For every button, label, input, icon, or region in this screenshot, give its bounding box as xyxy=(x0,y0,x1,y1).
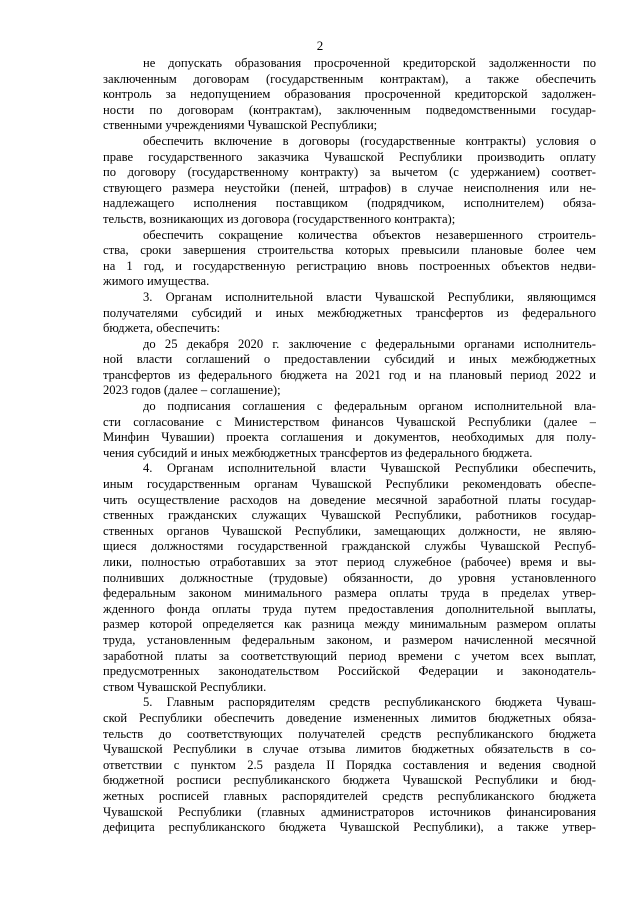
text-line: ной власти соглашений о предоставлении субсидий и иных межбюджетных xyxy=(103,352,596,367)
text-line: Чувашской Республики в случае отзыва лимитов бюджетных обязательств в со- xyxy=(103,742,596,757)
text-line: размер которой определяется как разница между минимальным размером оплаты xyxy=(103,617,596,632)
paragraph-start-line: до 25 декабря 2020 г. заключение с федеральными органами исполнитель- xyxy=(143,336,596,351)
text-line: тельств до соответствующих получателей средств республиканского бюджета xyxy=(103,726,596,741)
text-line: ствующего размера неустойки (пеней, штрафов) в случае неисполнения или не- xyxy=(103,180,596,195)
text-line: жетных росписей главных распорядителей средств республиканского бюджета xyxy=(103,788,596,803)
text-line: предусмотренных законодательством Российской Федерации и законодатель- xyxy=(103,664,596,679)
text-line: федеральным законом минимального размера оплаты труда в пределах утвер- xyxy=(103,586,596,601)
text-line: ственных гражданских служащих Чувашской Республики, работников государ- xyxy=(103,508,596,523)
text-line: заключенным договорам (государственным контрактам), а также обеспечить xyxy=(103,71,596,86)
document-body xyxy=(103,56,596,836)
text-line: контроль за недопущением образования просроченной кредиторской задолжен- xyxy=(103,87,596,102)
text-line: жденного фонда оплаты труда путем предоставления дополнительной выплаты, xyxy=(103,601,596,616)
text-line: по договору (государственному контракту) за вычетом (с удержанием) соответ- xyxy=(103,165,596,180)
text-line: тельств, возникающих из договора (государственного контракта); xyxy=(103,211,456,226)
text-line: иным государственным органам Чувашской Республики рекомендовать обеспе- xyxy=(103,477,596,492)
text-line: трансфертов из федерального бюджета на 2021 год и на плановый период 2022 и xyxy=(103,367,596,382)
text-line: ответствии с пунктом 2.5 раздела II Порядка составления и ведения сводной xyxy=(103,757,596,772)
text-line: праве государственного заказчика Чувашской Республики производить оплату xyxy=(103,149,596,164)
text-line: лики, полностью отработавших за этот период служебное (рабочее) время и вы- xyxy=(103,555,596,569)
text-line: Чувашской Республики (главных администраторов источников финансирования xyxy=(103,804,596,819)
text-line: дефицита республиканского бюджета Чувашской Республики), а также утвер- xyxy=(103,820,596,835)
text-line: чить осуществление расходов на доведение месячной заработной платы государ- xyxy=(103,492,596,507)
text-line: щиеся должностями государственной гражданской службы Чувашской Респуб- xyxy=(103,539,596,554)
text-line: заработной платы за соответствующий период времени с учетом всех выплат, xyxy=(103,648,596,663)
text-line: ством Чувашской Республики. xyxy=(103,679,267,694)
text-line: чения субсидий и иных межбюджетных трансфертов из федерального бюджета. xyxy=(103,445,533,460)
paragraph-start-line: 3. Органам исполнительной власти Чувашской Республики, являющимся xyxy=(143,289,596,304)
text-line: ности по договорам (контрактам), заключенным подведомственными государ- xyxy=(103,102,596,117)
paragraph-start-line: до подписания соглашения с федеральным органом исполнительной вла- xyxy=(143,399,596,414)
text-line: сти согласование с Министерством финансов Чувашской Республики (далее – xyxy=(103,414,596,429)
paragraph-start-line: не допускать образования просроченной кредиторской задолженности по xyxy=(143,56,596,70)
page-number: 2 xyxy=(316,38,324,53)
text-line: ской Республики обеспечить доведение измененных лимитов бюджетных обяза- xyxy=(103,710,596,725)
text-line: получателями субсидий и иных межбюджетных трансфертов из федерального xyxy=(103,305,596,320)
text-line: бюджета, обеспечить: xyxy=(103,321,221,336)
paragraph-start-line: обеспечить сокращение количества объектов незавершенного строитель- xyxy=(143,227,596,242)
paragraph-start-line: обеспечить включение в договоры (государственные контракты) условия о xyxy=(143,133,596,148)
text-line: ства, сроки завершения строительства которых превысили плановые более чем xyxy=(103,243,596,258)
paragraph-start-line: 4. Органам исполнительной власти Чувашской Республики обеспечить, xyxy=(143,461,596,476)
text-line: полнивших должностные (трудовые) обязанности, до уровня установленного xyxy=(103,570,596,585)
paragraph-start-line: 5. Главным распорядителям средств республиканского бюджета Чуваш- xyxy=(143,695,596,710)
text-line: ственных органов Чувашской Республики, замещающих должности, не являю- xyxy=(103,523,596,538)
text-line: труда, установленным федеральным законом, и размером начисленной месячной xyxy=(103,632,596,647)
text-line: Минфин Чувашии) проекта соглашения и документов, необходимых для полу- xyxy=(103,430,596,445)
text-line: надлежащего исполнения поставщиком (подрядчиком, исполнителем) обяза- xyxy=(103,196,596,211)
text-line: бюджетной росписи республиканского бюджета Чувашской Республики и бюд- xyxy=(103,773,596,788)
text-line: жимого имущества. xyxy=(103,274,210,289)
text-line: ственными учреждениями Чувашской Республики; xyxy=(103,118,378,133)
text-line: на 1 год, и государственную регистрацию вновь построенных объектов недви- xyxy=(103,258,596,273)
text-line: 2023 годов (далее – соглашение); xyxy=(103,383,281,398)
